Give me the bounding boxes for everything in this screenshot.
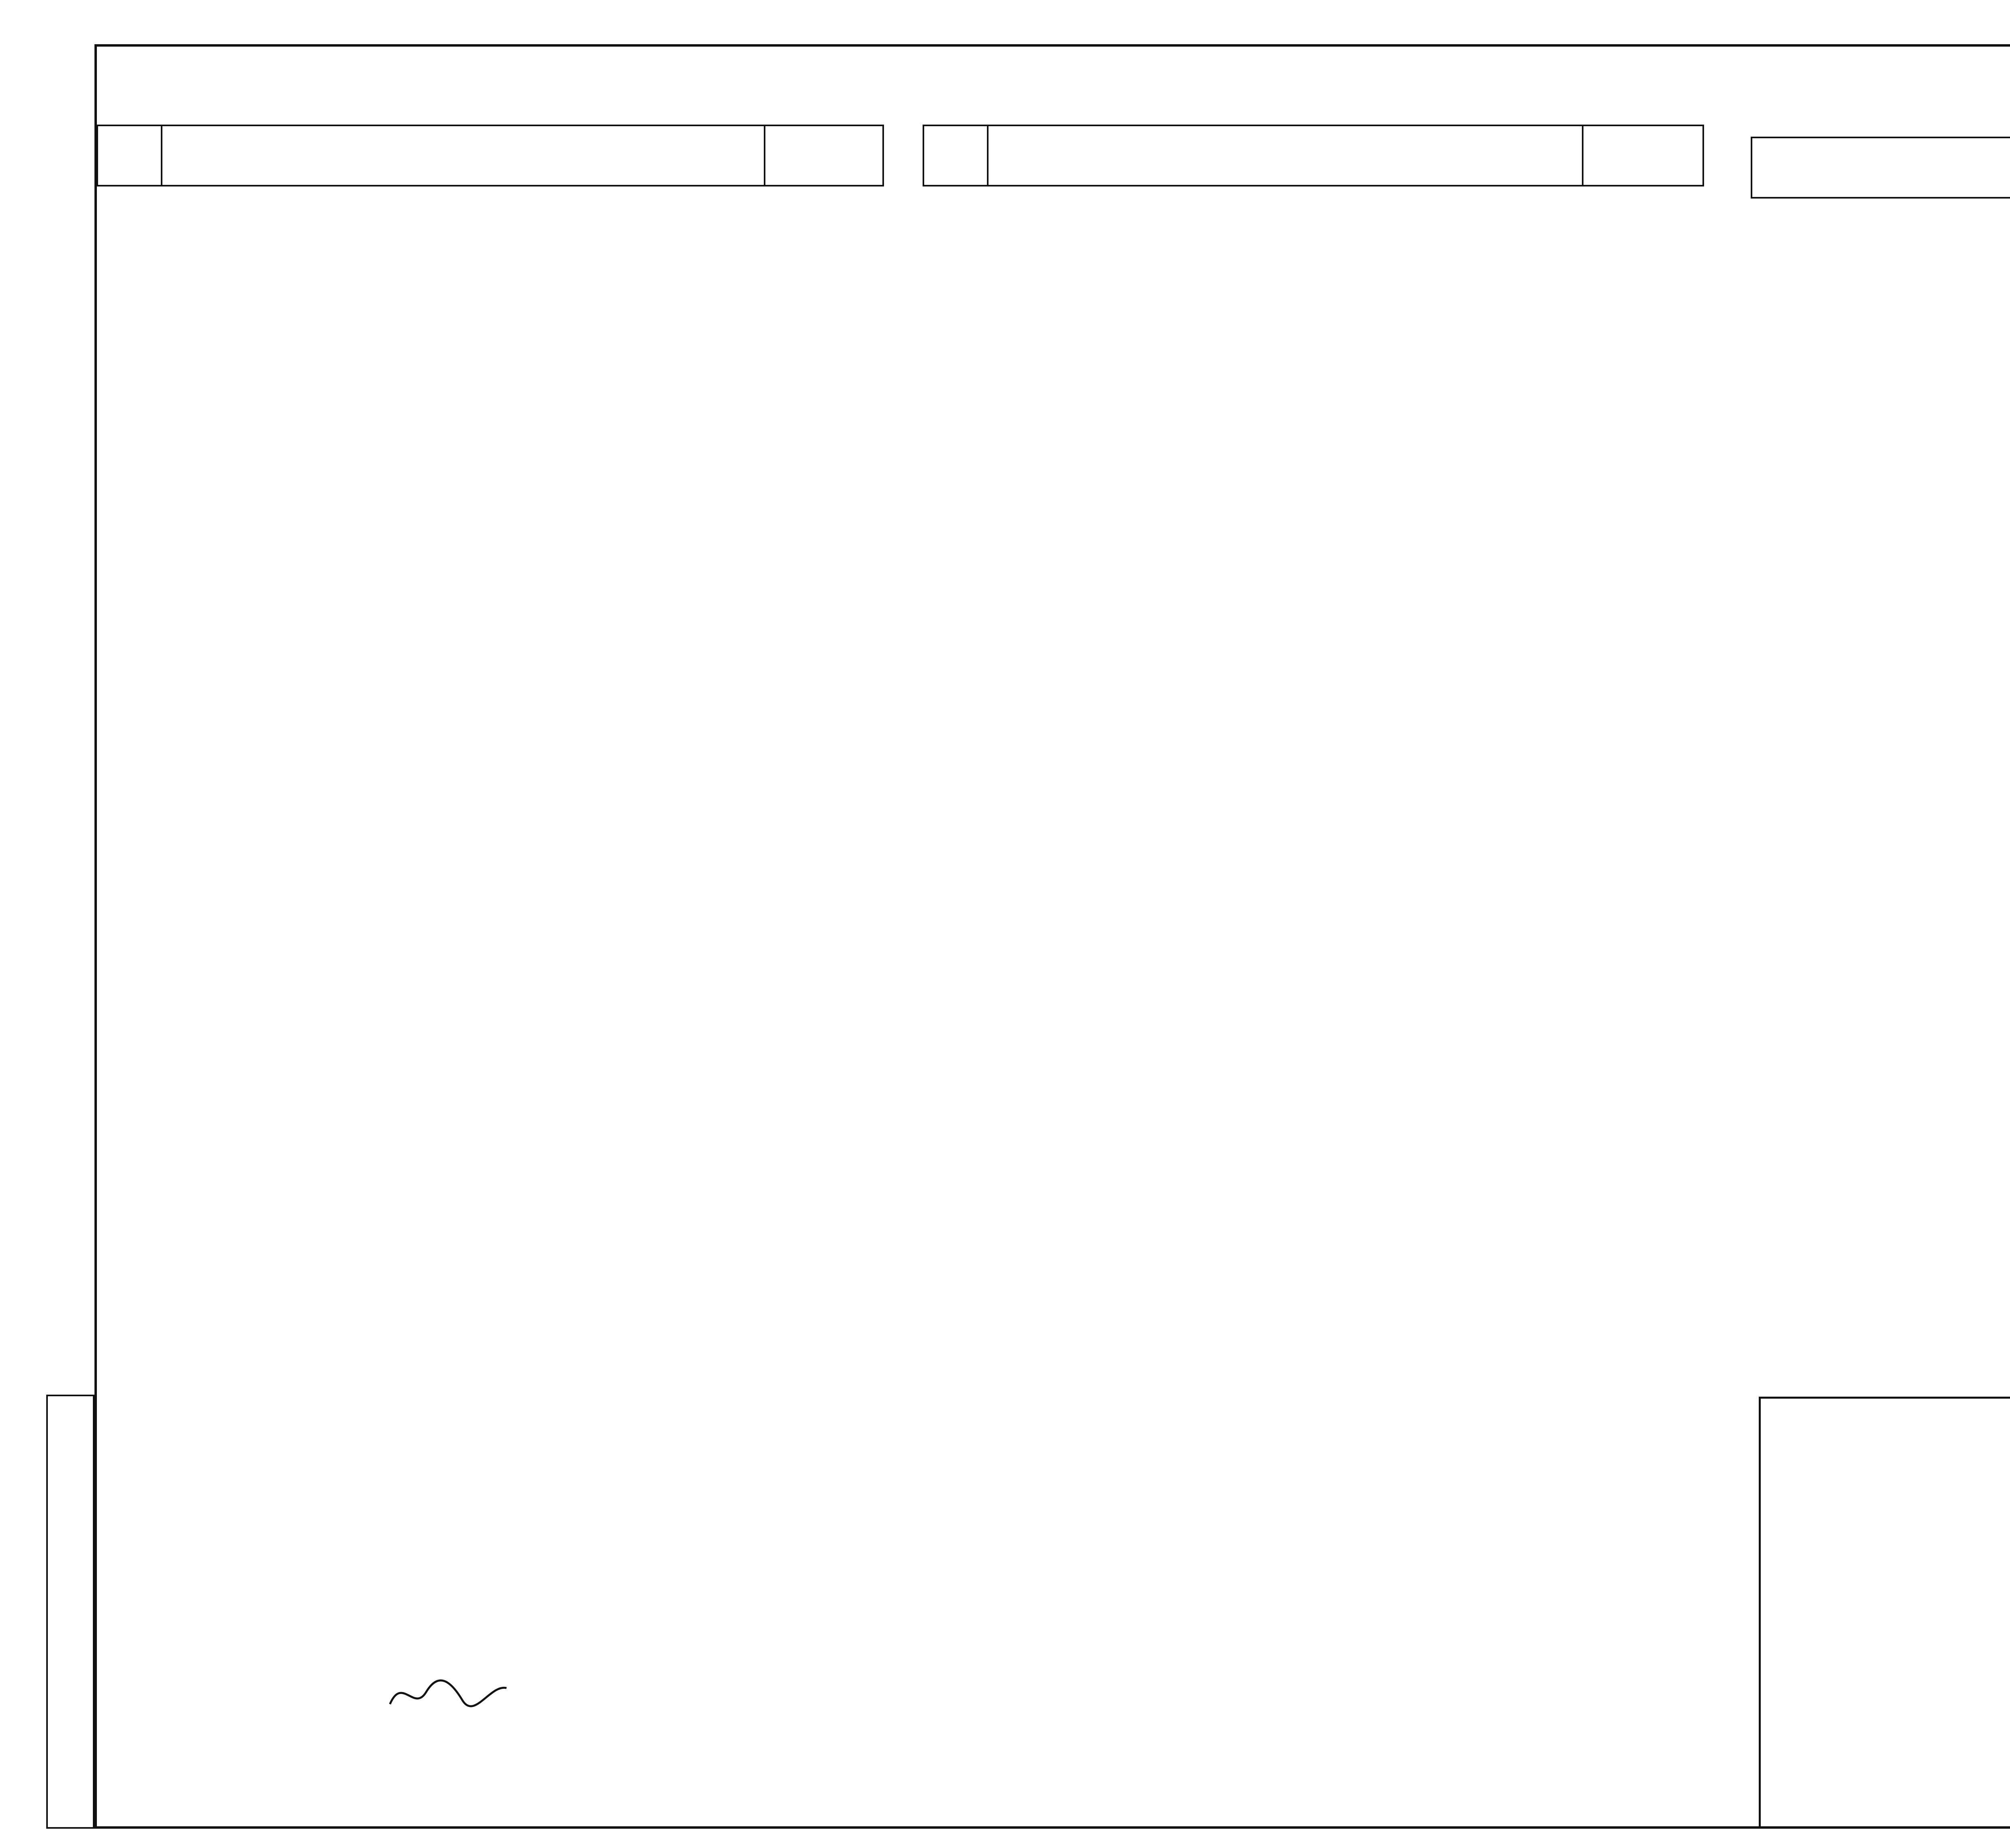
col-header-sheet — [97, 125, 162, 186]
signature-scribble — [386, 1668, 515, 1716]
table1 — [96, 125, 884, 186]
col-header-code — [1752, 137, 2010, 198]
table2 — [923, 125, 1704, 186]
table3 — [1751, 137, 2010, 199]
col-header-sheet — [923, 125, 988, 186]
drawing-frame — [94, 44, 2010, 1829]
left-strip — [46, 1395, 94, 1829]
col-header-note — [1583, 125, 1703, 186]
title-block — [1759, 1397, 2010, 1829]
col-header-note — [765, 125, 883, 186]
col-header-name — [162, 125, 765, 186]
col-header-name — [988, 125, 1583, 186]
